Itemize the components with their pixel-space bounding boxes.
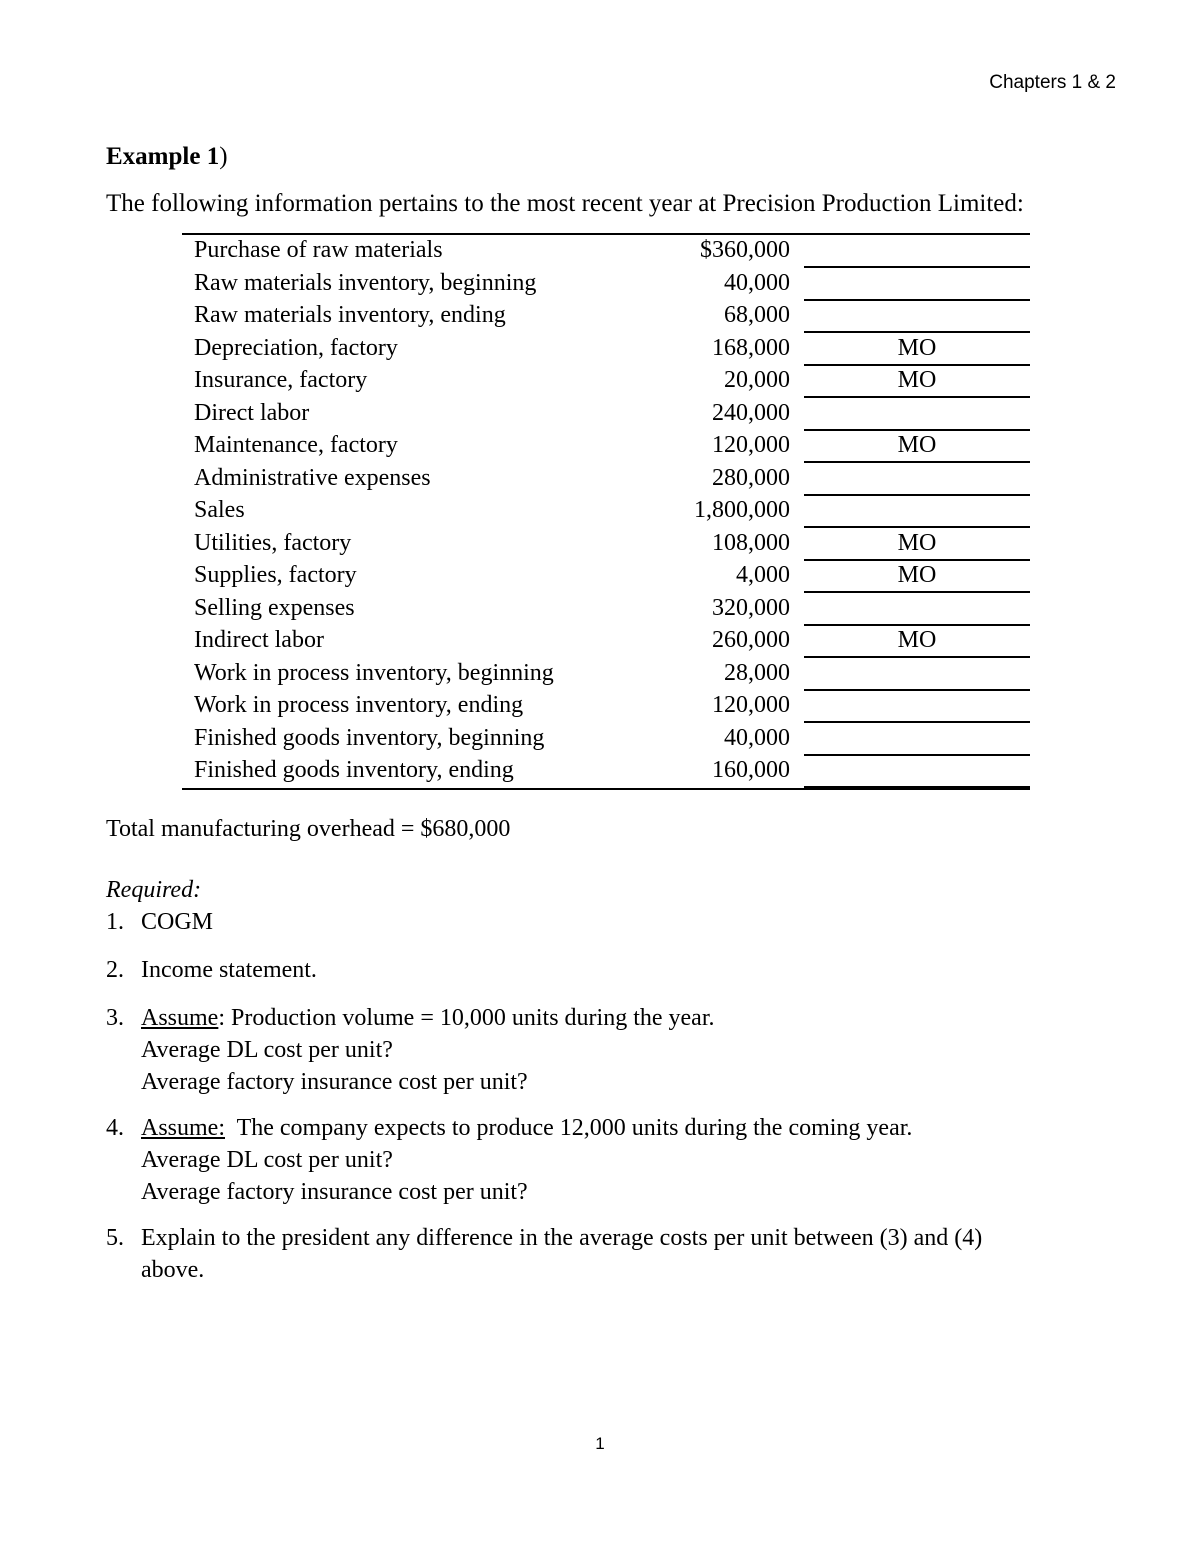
required-item-line: above. <box>141 1257 205 1283</box>
ledger-row-classification-blank <box>804 268 1030 301</box>
ledger-row-label: Sales <box>194 497 245 523</box>
ledger-row <box>182 593 1030 626</box>
ledger-row-label: Finished goods inventory, beginning <box>194 724 545 751</box>
assume-text: The company expects to produce 12,000 units during the coming year. <box>225 1115 913 1141</box>
ledger-row-label: Depreciation, factory <box>194 334 398 361</box>
ledger-row <box>182 495 1030 528</box>
required-item-assume-line <box>141 1112 1126 1144</box>
ledger-row-classification-blank <box>804 495 1030 528</box>
required-heading: Required: <box>106 877 202 903</box>
ledger-row-classification: MO <box>897 627 937 653</box>
ledger-row-classification: MO <box>897 529 937 556</box>
ledger-row-label: Supplies, factory <box>194 562 357 588</box>
example-title-text: Example 1 <box>106 143 220 170</box>
ledger-row-classification-blank <box>804 658 1030 691</box>
intro-text: The following information pertains to the most recent year at Precision Production Limited: <box>106 190 1024 217</box>
ledger-row-classification-blank <box>804 755 1030 788</box>
ledger-row-classification-blank <box>804 365 1030 398</box>
assume-text: : Production volume = 10,000 units during the year. <box>218 1005 715 1031</box>
assume-label: Assume: <box>141 1115 225 1141</box>
ledger-row-amount: 108,000 <box>712 529 790 556</box>
ledger-row-label: Indirect labor <box>194 627 324 653</box>
ledger-row-label: Purchase of raw materials <box>194 237 443 263</box>
ledger-row <box>182 235 1030 268</box>
ledger-row <box>182 755 1030 788</box>
ledger-row <box>182 463 1030 496</box>
ledger-row-amount: 260,000 <box>712 627 790 653</box>
required-item-number: 5. <box>106 1225 124 1251</box>
ledger-row-classification: MO <box>897 432 937 458</box>
ledger-row <box>182 268 1030 301</box>
required-item-line: Average factory insurance cost per unit? <box>141 1069 528 1095</box>
required-item-line: Income statement. <box>141 957 317 983</box>
required-item-line: Average DL cost per unit? <box>141 1147 393 1173</box>
ledger-row-label: Insurance, factory <box>194 367 368 393</box>
required-item-4 <box>106 1112 1126 1208</box>
ledger-row <box>182 658 1030 691</box>
ledger-row <box>182 690 1030 723</box>
ledger-row-classification-blank <box>804 560 1030 593</box>
ledger-row-amount: 4,000 <box>736 562 790 588</box>
required-item-line: COGM <box>141 909 214 935</box>
required-item-line: Average factory insurance cost per unit? <box>141 1179 528 1205</box>
ledger-row-amount: 20,000 <box>724 367 790 393</box>
ledger-row <box>182 365 1030 398</box>
total-overhead: Total manufacturing overhead = $680,000 <box>106 816 511 842</box>
ledger-row-classification-blank <box>804 463 1030 496</box>
required-item-line: Average DL cost per unit? <box>141 1037 393 1063</box>
ledger-row-classification: MO <box>897 562 937 588</box>
ledger-row <box>182 300 1030 333</box>
example-title <box>106 143 228 171</box>
ledger-row-classification-blank <box>804 690 1030 723</box>
ledger-row-classification-blank <box>804 593 1030 626</box>
required-item-5 <box>106 1222 1126 1286</box>
ledger-row-label: Administrative expenses <box>194 464 431 491</box>
ledger-row-label: Maintenance, factory <box>194 432 398 458</box>
ledger-row-amount: 280,000 <box>712 464 790 491</box>
ledger-row-classification-blank <box>804 333 1030 366</box>
ledger-row <box>182 528 1030 561</box>
cost-ledger-table <box>182 233 1030 790</box>
ledger-row-amount: 240,000 <box>712 399 790 426</box>
required-item-1 <box>106 906 1126 938</box>
ledger-row-label: Utilities, factory <box>194 529 352 556</box>
ledger-row-classification-blank <box>804 723 1030 756</box>
ledger-row-amount: 120,000 <box>712 432 790 458</box>
ledger-row-label: Selling expenses <box>194 594 355 621</box>
ledger-row-amount: 168,000 <box>712 334 790 361</box>
ledger-row-label: Raw materials inventory, ending <box>194 302 506 328</box>
ledger-row-label: Direct labor <box>194 399 310 426</box>
ledger-row-label: Finished goods inventory, ending <box>194 757 514 783</box>
required-item-2 <box>106 954 1126 986</box>
ledger-row-classification-blank <box>804 528 1030 561</box>
ledger-row-amount: 320,000 <box>712 594 790 621</box>
ledger-row-classification-blank <box>804 398 1030 431</box>
required-item-number: 1. <box>106 909 124 935</box>
ledger-row-amount: 28,000 <box>724 659 790 686</box>
ledger-row-classification-blank <box>804 300 1030 333</box>
chapter-header: Chapters 1 & 2 <box>989 72 1116 93</box>
ledger-row-label: Work in process inventory, ending <box>194 692 524 718</box>
ledger-row-amount: $360,000 <box>700 237 790 263</box>
ledger-row-classification-blank <box>804 625 1030 658</box>
ledger-row-amount: 40,000 <box>724 269 790 296</box>
required-item-number: 3. <box>106 1005 124 1031</box>
ledger-row-classification: MO <box>897 334 937 361</box>
ledger-row-classification: MO <box>897 367 937 393</box>
ledger-row-amount: 160,000 <box>712 757 790 783</box>
required-item-number: 4. <box>106 1115 124 1141</box>
ledger-row <box>182 398 1030 431</box>
ledger-row <box>182 333 1030 366</box>
ledger-row <box>182 723 1030 756</box>
required-item-line: Explain to the president any difference in the average costs per unit between (3) and (4) <box>141 1225 983 1251</box>
ledger-row-amount: 40,000 <box>724 724 790 751</box>
required-item-3 <box>106 1002 1126 1098</box>
ledger-row-amount: 1,800,000 <box>694 497 790 523</box>
required-item-number: 2. <box>106 957 124 983</box>
required-list <box>106 906 1126 1286</box>
ledger-row-classification-blank <box>804 430 1030 463</box>
ledger-row-classification-blank <box>804 235 1030 268</box>
page-number: 1 <box>595 1434 605 1453</box>
ledger-row <box>182 625 1030 658</box>
required-item-assume-line <box>141 1002 1126 1034</box>
ledger-row <box>182 430 1030 463</box>
ledger-row-label: Raw materials inventory, beginning <box>194 269 537 296</box>
assume-label: Assume <box>141 1005 219 1031</box>
ledger-row <box>182 560 1030 593</box>
ledger-row-amount: 120,000 <box>712 692 790 718</box>
ledger-row-label: Work in process inventory, beginning <box>194 659 554 686</box>
ledger-row-amount: 68,000 <box>724 302 790 328</box>
example-title-suffix: ) <box>219 143 228 170</box>
